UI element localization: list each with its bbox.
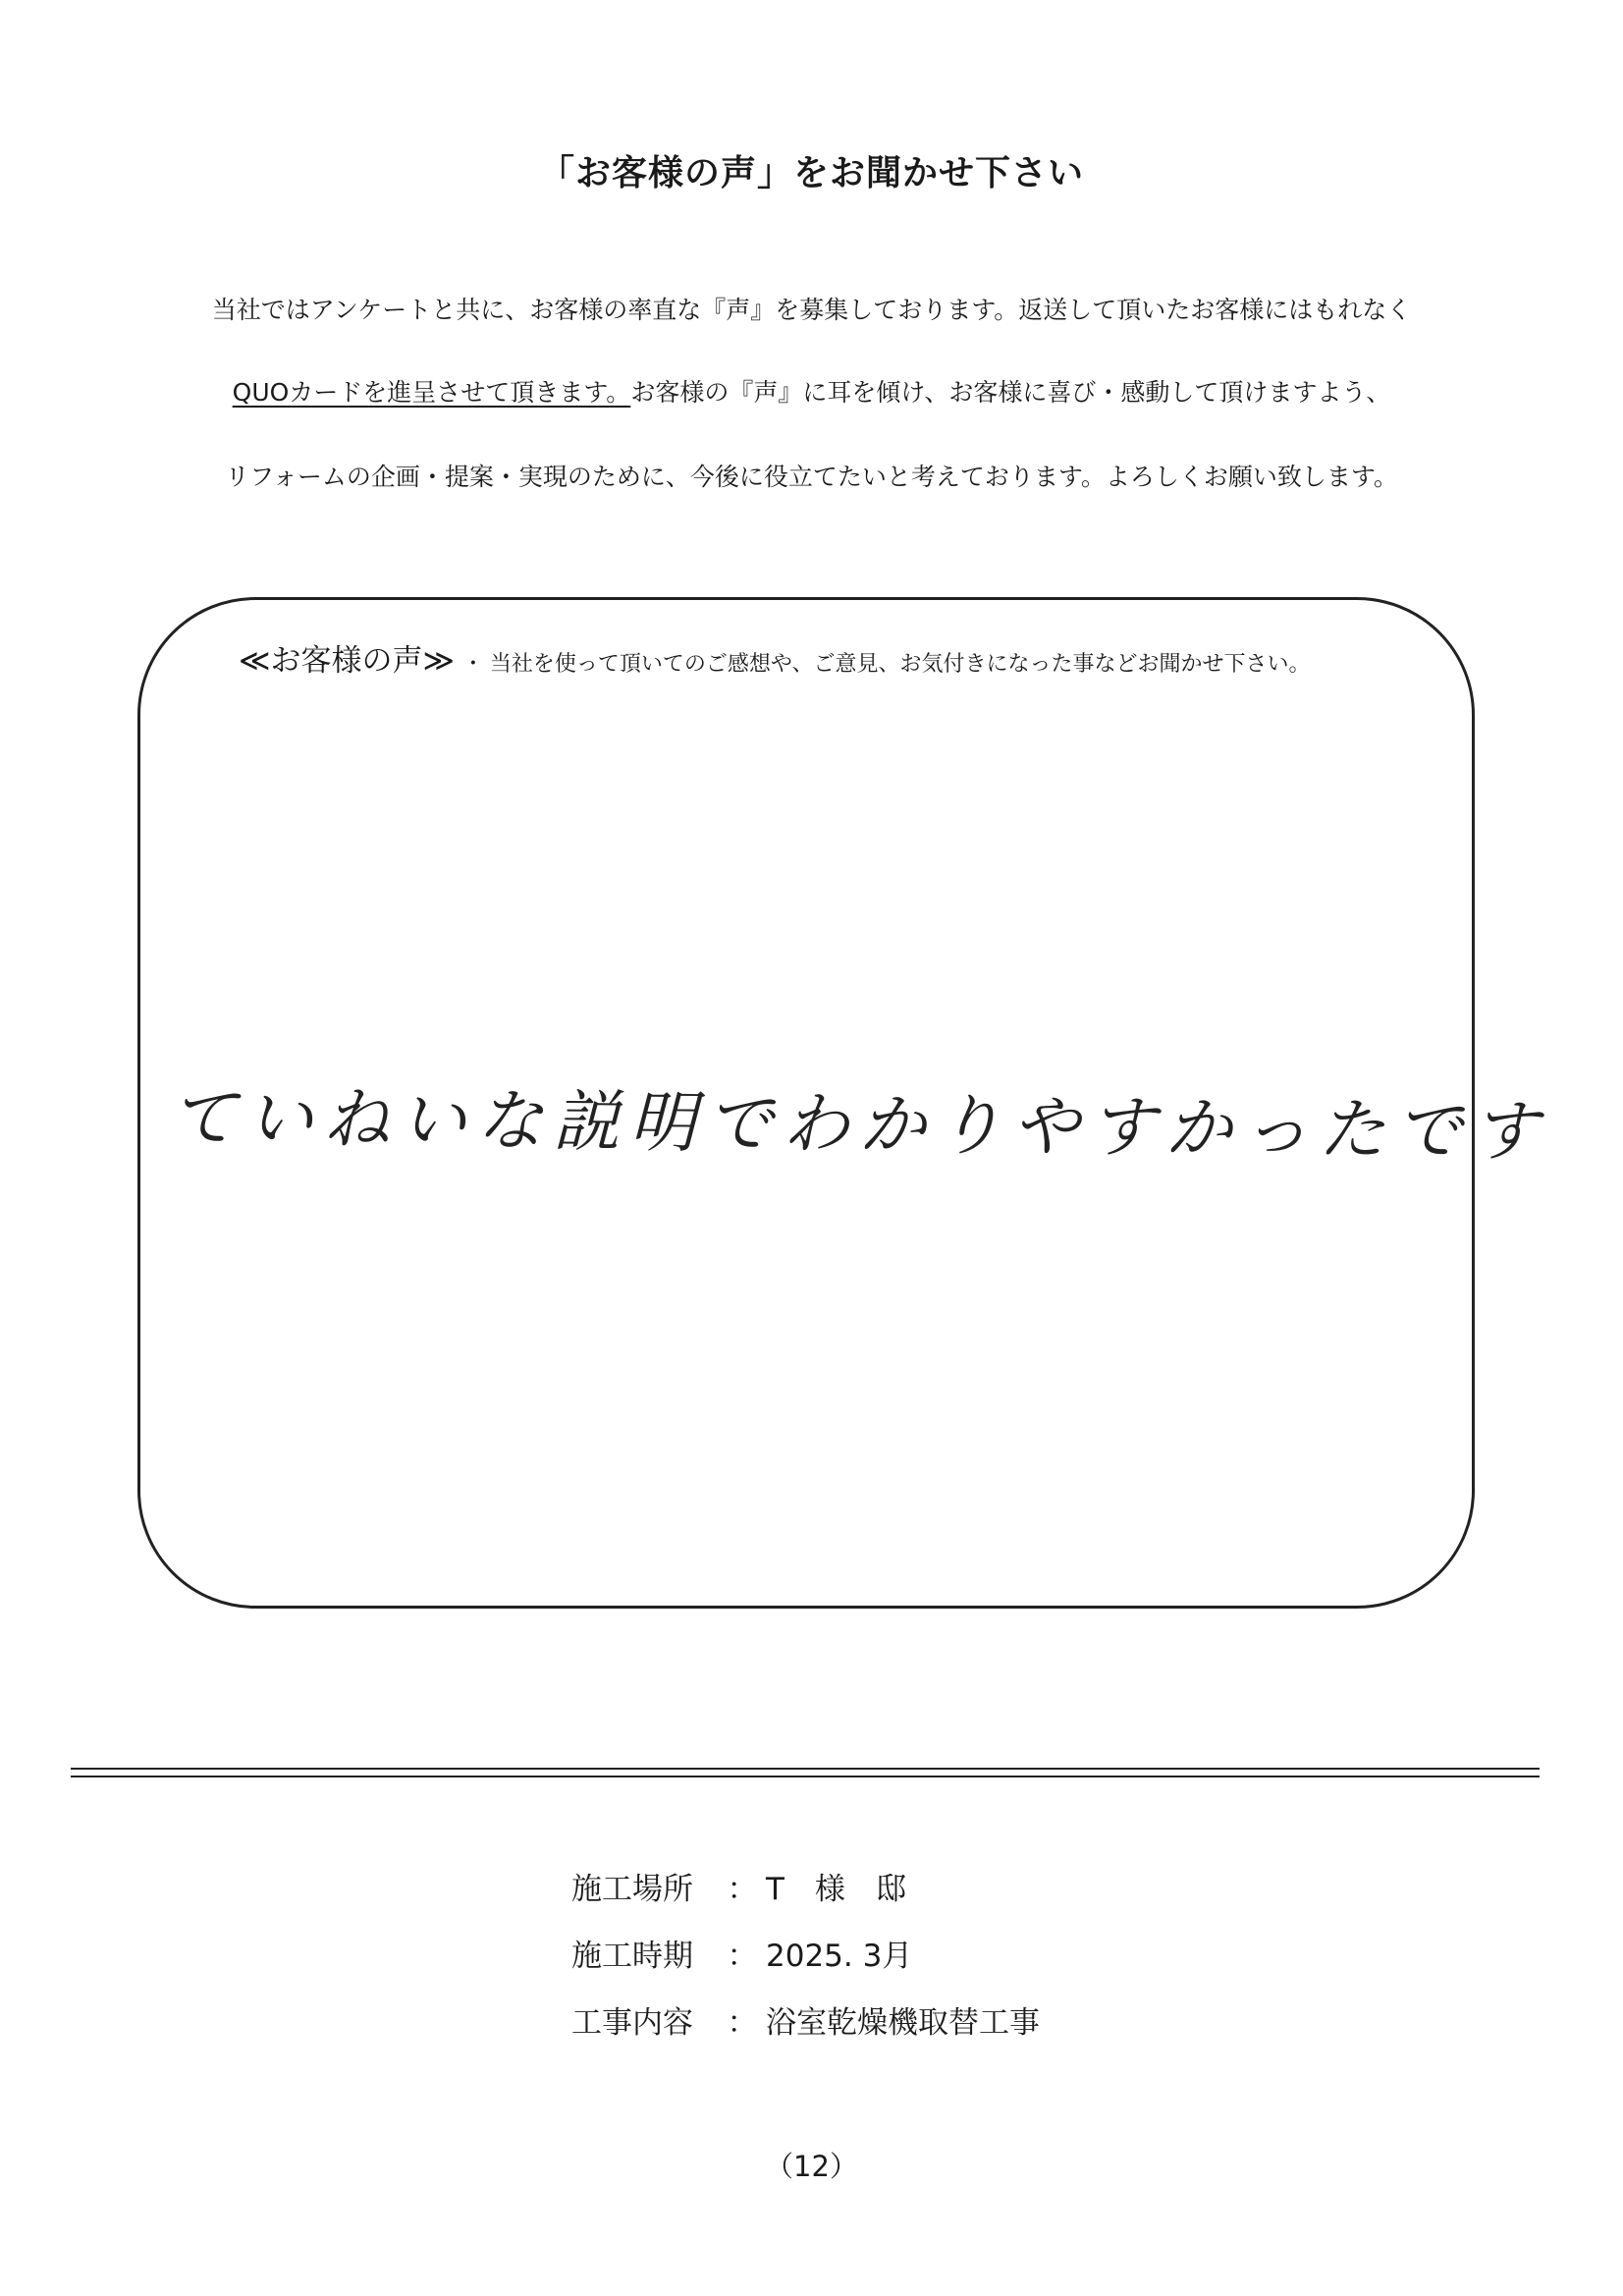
intro-line-2 <box>147 373 1476 409</box>
divider-line-top <box>71 1768 1540 1770</box>
voice-box-label: ≪お客様の声≫ <box>239 643 455 679</box>
intro-line-1 <box>147 291 1476 326</box>
handwritten-comment: ていねいな説明でわかりやすかったです <box>169 1079 1549 1172</box>
page-title: 「お客様の声」をお聞かせ下さい <box>538 153 1084 193</box>
construction-content-value: 浴室乾燥機取替工事 <box>766 2005 1040 2041</box>
page-number: （12） <box>765 2150 858 2183</box>
construction-location-separator: ： <box>727 1872 758 1907</box>
construction-period-label: 施工時期 <box>571 1939 693 1974</box>
construction-content-label: 工事内容 <box>571 2005 693 2041</box>
intro-line-3 <box>147 458 1476 493</box>
voice-box-header <box>239 635 1311 680</box>
construction-period-row <box>571 1931 912 1975</box>
construction-location-value: T 様 邸 <box>766 1872 906 1907</box>
construction-content-separator: ： <box>727 2005 758 2041</box>
construction-location-row <box>571 1864 906 1908</box>
voice-box-bullet: ・ <box>461 652 484 677</box>
construction-period-separator: ： <box>727 1939 758 1974</box>
construction-period-value: 2025. 3月 <box>766 1939 913 1974</box>
intro-line-3-text: リフォームの企画・提案・実現のために、今後に役立てたいと考えております。よろしくお願い致します。 <box>225 463 1398 491</box>
intro-line-1-text: 当社ではアンケートと共に、お客様の率直な『声』を募集しております。返送して頂いたお客様にはもれなく <box>211 296 1412 324</box>
divider-line-bottom <box>71 1776 1540 1777</box>
voice-box-prompt: 当社を使って頂いてのご感想や、ご意見、お気付きになった事などお聞かせ下さい。 <box>489 652 1311 677</box>
construction-content-row <box>571 1997 1040 2042</box>
quo-card-notice: QUOカードを進呈させて頂きます。 <box>232 378 631 407</box>
customer-voice-box <box>137 597 1549 1609</box>
intro-line-2-text: お客様の『声』に耳を傾け、お客様に喜び・感動して頂けますよう、 <box>630 378 1391 407</box>
construction-location-label: 施工場所 <box>571 1872 693 1907</box>
